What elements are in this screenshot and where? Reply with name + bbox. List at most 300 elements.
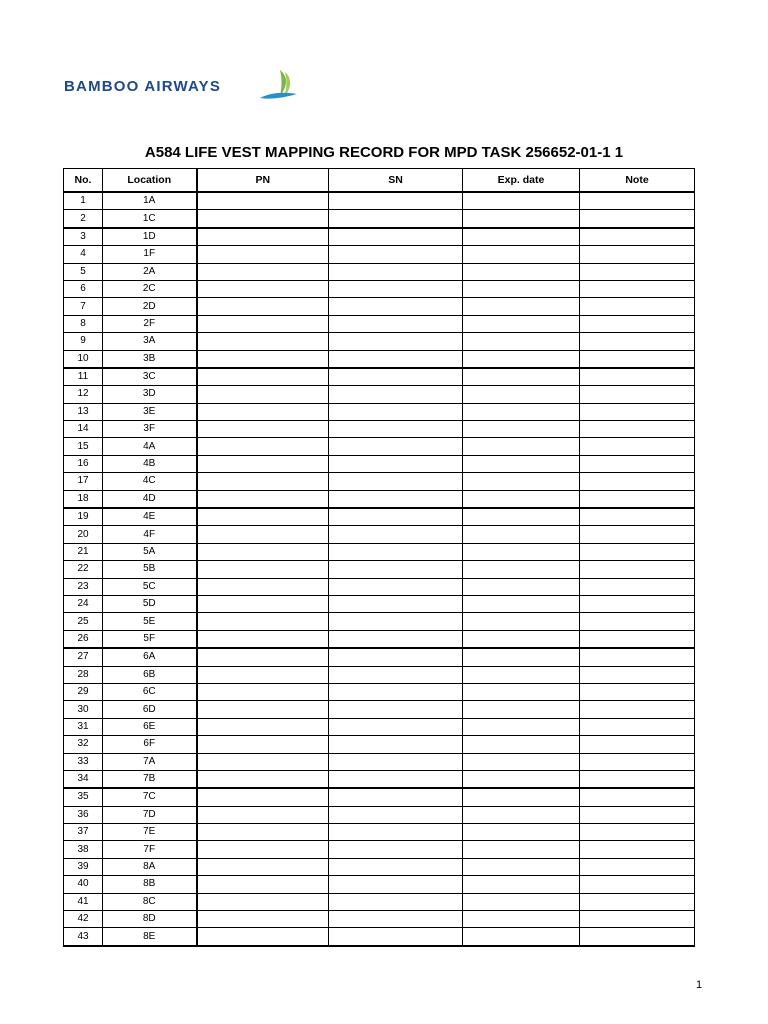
cell-no: 3	[64, 228, 103, 246]
table-row	[64, 438, 695, 455]
cell-location: 6E	[103, 718, 197, 735]
cell-sn[interactable]	[329, 298, 463, 315]
cell-sn[interactable]	[329, 770, 463, 788]
page-number: 1	[696, 979, 703, 991]
cell-no: 32	[64, 736, 103, 753]
cell-sn[interactable]	[329, 806, 463, 823]
cell-sn[interactable]	[329, 473, 463, 490]
cell-sn[interactable]	[329, 333, 463, 350]
cell-note[interactable]	[580, 824, 695, 841]
cell-exp-date[interactable]	[463, 490, 580, 508]
cell-location: 2F	[103, 315, 197, 332]
cell-pn[interactable]	[197, 298, 329, 315]
cell-exp-date[interactable]	[463, 421, 580, 438]
table-row	[64, 876, 695, 893]
cell-no: 35	[64, 788, 103, 806]
table-row	[64, 718, 695, 735]
cell-note[interactable]	[580, 753, 695, 770]
cell-exp-date[interactable]	[463, 561, 580, 578]
cell-location: 7A	[103, 753, 197, 770]
page-title: A584 LIFE VEST MAPPING RECORD FOR MPD TASK 256652-01-1 1	[144, 144, 624, 161]
cell-note[interactable]	[580, 630, 695, 648]
cell-note[interactable]	[580, 438, 695, 455]
cell-pn[interactable]	[197, 386, 329, 403]
cell-pn[interactable]	[197, 876, 329, 893]
header-pn: PN	[197, 169, 329, 193]
cell-location: 6D	[103, 701, 197, 718]
table-row	[64, 526, 695, 543]
cell-exp-date[interactable]	[463, 753, 580, 770]
cell-note[interactable]	[580, 858, 695, 875]
table-row	[64, 683, 695, 700]
logo-wordmark: BAMBOO AIRWAYS	[64, 78, 222, 95]
table-row	[64, 298, 695, 315]
cell-exp-date[interactable]	[463, 736, 580, 753]
cell-no: 23	[64, 578, 103, 595]
cell-sn[interactable]	[329, 455, 463, 472]
table-row	[64, 613, 695, 630]
cell-sn[interactable]	[329, 701, 463, 718]
cell-sn[interactable]	[329, 192, 463, 210]
cell-location: 3D	[103, 386, 197, 403]
cell-no: 4	[64, 246, 103, 263]
cell-location: 7C	[103, 788, 197, 806]
cell-pn[interactable]	[197, 753, 329, 770]
cell-no: 12	[64, 386, 103, 403]
cell-location: 6B	[103, 666, 197, 683]
cell-exp-date[interactable]	[463, 228, 580, 246]
cell-location: 8C	[103, 893, 197, 910]
cell-exp-date[interactable]	[463, 298, 580, 315]
cell-pn[interactable]	[197, 263, 329, 280]
table-row	[64, 841, 695, 858]
cell-sn[interactable]	[329, 246, 463, 263]
table-row	[64, 753, 695, 770]
cell-no: 28	[64, 666, 103, 683]
cell-location: 6A	[103, 648, 197, 666]
cell-sn[interactable]	[329, 403, 463, 420]
cell-sn[interactable]	[329, 595, 463, 612]
cell-sn[interactable]	[329, 753, 463, 770]
cell-exp-date[interactable]	[463, 192, 580, 210]
cell-note[interactable]	[580, 421, 695, 438]
cell-pn[interactable]	[197, 473, 329, 490]
cell-pn[interactable]	[197, 333, 329, 350]
cell-sn[interactable]	[329, 526, 463, 543]
cell-note[interactable]	[580, 841, 695, 858]
header-no: No.	[64, 169, 103, 193]
cell-note[interactable]	[580, 315, 695, 332]
cell-note[interactable]	[580, 666, 695, 683]
cell-pn[interactable]	[197, 911, 329, 928]
cell-sn[interactable]	[329, 350, 463, 368]
table-row	[64, 788, 695, 806]
cell-note[interactable]	[580, 911, 695, 928]
cell-sn[interactable]	[329, 263, 463, 280]
cell-pn[interactable]	[197, 490, 329, 508]
cell-sn[interactable]	[329, 788, 463, 806]
header-exp-date: Exp. date	[463, 169, 580, 193]
cell-location: 5F	[103, 630, 197, 648]
cell-no: 5	[64, 263, 103, 280]
cell-location: 1F	[103, 246, 197, 263]
cell-exp-date[interactable]	[463, 683, 580, 700]
cell-location: 1C	[103, 210, 197, 228]
cell-sn[interactable]	[329, 315, 463, 332]
cell-location: 4D	[103, 490, 197, 508]
cell-no: 7	[64, 298, 103, 315]
cell-pn[interactable]	[197, 893, 329, 910]
cell-sn[interactable]	[329, 508, 463, 526]
cell-pn[interactable]	[197, 770, 329, 788]
cell-exp-date[interactable]	[463, 508, 580, 526]
cell-pn[interactable]	[197, 806, 329, 823]
cell-sn[interactable]	[329, 683, 463, 700]
life-vest-mapping-table	[63, 168, 695, 947]
bamboo-leaf-icon	[258, 68, 298, 102]
cell-sn[interactable]	[329, 438, 463, 455]
cell-note[interactable]	[580, 718, 695, 735]
cell-note[interactable]	[580, 263, 695, 280]
cell-exp-date[interactable]	[463, 315, 580, 332]
cell-pn[interactable]	[197, 648, 329, 666]
cell-pn[interactable]	[197, 578, 329, 595]
table-row	[64, 648, 695, 666]
cell-location: 4E	[103, 508, 197, 526]
cell-exp-date[interactable]	[463, 455, 580, 472]
cell-note[interactable]	[580, 788, 695, 806]
cell-pn[interactable]	[197, 403, 329, 420]
cell-location: 3F	[103, 421, 197, 438]
cell-no: 37	[64, 824, 103, 841]
cell-exp-date[interactable]	[463, 770, 580, 788]
cell-exp-date[interactable]	[463, 333, 580, 350]
cell-pn[interactable]	[197, 192, 329, 210]
table-row	[64, 403, 695, 420]
cell-exp-date[interactable]	[463, 858, 580, 875]
cell-no: 17	[64, 473, 103, 490]
cell-no: 33	[64, 753, 103, 770]
cell-location: 5D	[103, 595, 197, 612]
cell-no: 24	[64, 595, 103, 612]
cell-note[interactable]	[580, 613, 695, 630]
cell-exp-date[interactable]	[463, 210, 580, 228]
table-row	[64, 911, 695, 928]
cell-no: 20	[64, 526, 103, 543]
cell-pn[interactable]	[197, 928, 329, 946]
bamboo-airways-logo	[62, 68, 302, 102]
cell-location: 2A	[103, 263, 197, 280]
cell-pn[interactable]	[197, 315, 329, 332]
cell-pn[interactable]	[197, 788, 329, 806]
cell-note[interactable]	[580, 246, 695, 263]
cell-note[interactable]	[580, 893, 695, 910]
cell-no: 40	[64, 876, 103, 893]
table-row	[64, 893, 695, 910]
cell-exp-date[interactable]	[463, 911, 580, 928]
table-row	[64, 578, 695, 595]
cell-note[interactable]	[580, 736, 695, 753]
table-row	[64, 315, 695, 332]
cell-pn[interactable]	[197, 368, 329, 386]
cell-location: 3E	[103, 403, 197, 420]
cell-note[interactable]	[580, 561, 695, 578]
cell-exp-date[interactable]	[463, 543, 580, 560]
cell-no: 42	[64, 911, 103, 928]
cell-exp-date[interactable]	[463, 718, 580, 735]
cell-no: 15	[64, 438, 103, 455]
header-location: Location	[103, 169, 197, 193]
cell-note[interactable]	[580, 403, 695, 420]
cell-pn[interactable]	[197, 350, 329, 368]
cell-note[interactable]	[580, 770, 695, 788]
table-row	[64, 490, 695, 508]
table-row	[64, 736, 695, 753]
cell-pn[interactable]	[197, 526, 329, 543]
cell-exp-date[interactable]	[463, 648, 580, 666]
cell-no: 34	[64, 770, 103, 788]
cell-sn[interactable]	[329, 386, 463, 403]
cell-location: 1D	[103, 228, 197, 246]
cell-exp-date[interactable]	[463, 876, 580, 893]
cell-no: 11	[64, 368, 103, 386]
table-row	[64, 421, 695, 438]
cell-sn[interactable]	[329, 613, 463, 630]
table-row	[64, 630, 695, 648]
cell-location: 7B	[103, 770, 197, 788]
cell-exp-date[interactable]	[463, 824, 580, 841]
cell-pn[interactable]	[197, 228, 329, 246]
cell-note[interactable]	[580, 578, 695, 595]
cell-sn[interactable]	[329, 648, 463, 666]
cell-pn[interactable]	[197, 210, 329, 228]
cell-location: 4A	[103, 438, 197, 455]
cell-exp-date[interactable]	[463, 403, 580, 420]
table-row	[64, 858, 695, 875]
cell-location: 2C	[103, 280, 197, 297]
cell-sn[interactable]	[329, 666, 463, 683]
cell-exp-date[interactable]	[463, 806, 580, 823]
cell-pn[interactable]	[197, 858, 329, 875]
cell-pn[interactable]	[197, 543, 329, 560]
cell-sn[interactable]	[329, 578, 463, 595]
cell-no: 1	[64, 192, 103, 210]
cell-exp-date[interactable]	[463, 630, 580, 648]
table-row	[64, 928, 695, 946]
cell-pn[interactable]	[197, 630, 329, 648]
cell-note[interactable]	[580, 683, 695, 700]
cell-sn[interactable]	[329, 928, 463, 946]
cell-no: 21	[64, 543, 103, 560]
cell-location: 6F	[103, 736, 197, 753]
cell-note[interactable]	[580, 473, 695, 490]
cell-no: 29	[64, 683, 103, 700]
cell-pn[interactable]	[197, 736, 329, 753]
cell-sn[interactable]	[329, 421, 463, 438]
cell-sn[interactable]	[329, 858, 463, 875]
cell-no: 38	[64, 841, 103, 858]
cell-sn[interactable]	[329, 561, 463, 578]
cell-pn[interactable]	[197, 561, 329, 578]
cell-sn[interactable]	[329, 824, 463, 841]
cell-sn[interactable]	[329, 543, 463, 560]
cell-location: 2D	[103, 298, 197, 315]
table-row	[64, 386, 695, 403]
cell-pn[interactable]	[197, 841, 329, 858]
cell-exp-date[interactable]	[463, 350, 580, 368]
cell-note[interactable]	[580, 526, 695, 543]
cell-pn[interactable]	[197, 718, 329, 735]
table-row	[64, 350, 695, 368]
cell-exp-date[interactable]	[463, 788, 580, 806]
cell-location: 4B	[103, 455, 197, 472]
cell-pn[interactable]	[197, 438, 329, 455]
cell-location: 5B	[103, 561, 197, 578]
cell-location: 5C	[103, 578, 197, 595]
cell-exp-date[interactable]	[463, 246, 580, 263]
cell-pn[interactable]	[197, 683, 329, 700]
table-row	[64, 246, 695, 263]
cell-location: 6C	[103, 683, 197, 700]
header-note: Note	[580, 169, 695, 193]
cell-location: 7D	[103, 806, 197, 823]
cell-exp-date[interactable]	[463, 613, 580, 630]
cell-note[interactable]	[580, 595, 695, 612]
cell-sn[interactable]	[329, 630, 463, 648]
cell-pn[interactable]	[197, 701, 329, 718]
cell-note[interactable]	[580, 386, 695, 403]
table-row	[64, 263, 695, 280]
cell-note[interactable]	[580, 928, 695, 946]
cell-pn[interactable]	[197, 246, 329, 263]
cell-pn[interactable]	[197, 595, 329, 612]
cell-note[interactable]	[580, 298, 695, 315]
cell-no: 9	[64, 333, 103, 350]
cell-no: 16	[64, 455, 103, 472]
cell-exp-date[interactable]	[463, 666, 580, 683]
table-row	[64, 595, 695, 612]
cell-no: 27	[64, 648, 103, 666]
table-row	[64, 543, 695, 560]
cell-no: 25	[64, 613, 103, 630]
cell-location: 7F	[103, 841, 197, 858]
cell-note[interactable]	[580, 648, 695, 666]
cell-no: 30	[64, 701, 103, 718]
cell-exp-date[interactable]	[463, 701, 580, 718]
cell-exp-date[interactable]	[463, 368, 580, 386]
cell-location: 8A	[103, 858, 197, 875]
cell-location: 4F	[103, 526, 197, 543]
cell-no: 18	[64, 490, 103, 508]
cell-note[interactable]	[580, 280, 695, 297]
cell-exp-date[interactable]	[463, 595, 580, 612]
cell-exp-date[interactable]	[463, 280, 580, 297]
cell-no: 19	[64, 508, 103, 526]
cell-exp-date[interactable]	[463, 263, 580, 280]
table-row	[64, 701, 695, 718]
cell-pn[interactable]	[197, 824, 329, 841]
table-body	[64, 192, 695, 946]
table-row	[64, 824, 695, 841]
table-row	[64, 280, 695, 297]
cell-pn[interactable]	[197, 421, 329, 438]
cell-no: 14	[64, 421, 103, 438]
cell-note[interactable]	[580, 228, 695, 246]
cell-no: 26	[64, 630, 103, 648]
cell-no: 36	[64, 806, 103, 823]
cell-sn[interactable]	[329, 280, 463, 297]
cell-exp-date[interactable]	[463, 526, 580, 543]
cell-note[interactable]	[580, 368, 695, 386]
cell-location: 8B	[103, 876, 197, 893]
cell-sn[interactable]	[329, 841, 463, 858]
cell-pn[interactable]	[197, 666, 329, 683]
cell-note[interactable]	[580, 876, 695, 893]
header-sn: SN	[329, 169, 463, 193]
table-row	[64, 333, 695, 350]
table-header-row	[64, 169, 695, 193]
cell-exp-date[interactable]	[463, 841, 580, 858]
cell-pn[interactable]	[197, 613, 329, 630]
cell-location: 4C	[103, 473, 197, 490]
cell-exp-date[interactable]	[463, 928, 580, 946]
table-row	[64, 561, 695, 578]
cell-note[interactable]	[580, 333, 695, 350]
cell-exp-date[interactable]	[463, 438, 580, 455]
cell-sn[interactable]	[329, 876, 463, 893]
cell-sn[interactable]	[329, 911, 463, 928]
table-row	[64, 666, 695, 683]
cell-no: 6	[64, 280, 103, 297]
cell-note[interactable]	[580, 806, 695, 823]
cell-note[interactable]	[580, 490, 695, 508]
cell-location: 3C	[103, 368, 197, 386]
cell-no: 41	[64, 893, 103, 910]
cell-note[interactable]	[580, 508, 695, 526]
table-row	[64, 455, 695, 472]
cell-pn[interactable]	[197, 508, 329, 526]
cell-sn[interactable]	[329, 893, 463, 910]
cell-sn[interactable]	[329, 210, 463, 228]
cell-sn[interactable]	[329, 736, 463, 753]
cell-note[interactable]	[580, 192, 695, 210]
table-row	[64, 368, 695, 386]
cell-no: 2	[64, 210, 103, 228]
table-row	[64, 806, 695, 823]
cell-sn[interactable]	[329, 368, 463, 386]
cell-no: 31	[64, 718, 103, 735]
cell-exp-date[interactable]	[463, 578, 580, 595]
cell-no: 43	[64, 928, 103, 946]
cell-exp-date[interactable]	[463, 893, 580, 910]
cell-exp-date[interactable]	[463, 473, 580, 490]
cell-exp-date[interactable]	[463, 386, 580, 403]
cell-location: 7E	[103, 824, 197, 841]
cell-note[interactable]	[580, 543, 695, 560]
cell-location: 1A	[103, 192, 197, 210]
cell-pn[interactable]	[197, 455, 329, 472]
cell-location: 3B	[103, 350, 197, 368]
cell-note[interactable]	[580, 210, 695, 228]
cell-pn[interactable]	[197, 280, 329, 297]
cell-sn[interactable]	[329, 490, 463, 508]
cell-note[interactable]	[580, 350, 695, 368]
cell-sn[interactable]	[329, 228, 463, 246]
cell-sn[interactable]	[329, 718, 463, 735]
table-row	[64, 473, 695, 490]
cell-note[interactable]	[580, 455, 695, 472]
cell-note[interactable]	[580, 701, 695, 718]
